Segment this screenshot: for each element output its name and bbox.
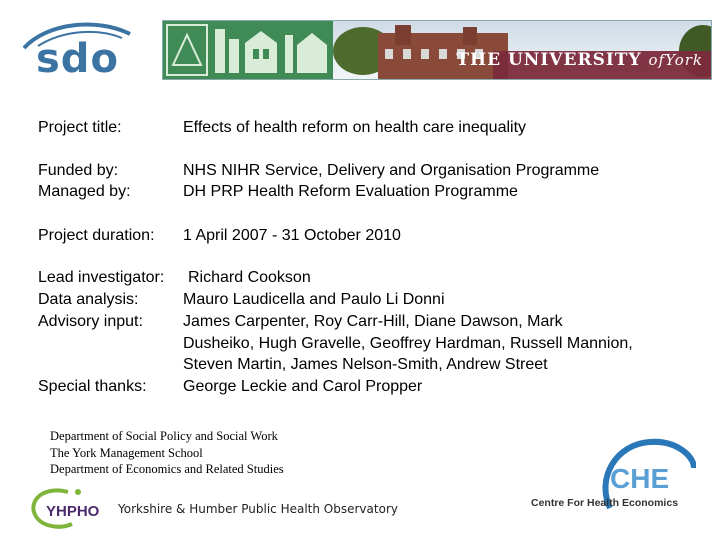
sdo-logo [18,16,138,86]
thanks-label: Special thanks: [38,378,147,395]
department-line: Department of Economics and Related Studies [50,462,284,476]
advisory-line: Dusheiko, Hugh Gravelle, Geoffrey Hardman, Russell Mannion, [183,335,633,352]
yhpho-swirl-icon [28,484,116,532]
yhpho-logo [28,484,116,532]
department-line: Department of Social Policy and Social Work [50,429,278,443]
che-caption: Centre For Health Economics [531,497,679,509]
advisory-label: Advisory input: [38,313,143,330]
duration-label: Project duration: [38,227,155,244]
department-line: The York Management School [50,446,203,460]
project-title-value: Effects of health reform on health care inequality [183,119,527,136]
funded-value: NHS NIHR Service, Delivery and Organisation Programme [183,162,600,179]
yhpho-logo-text: YHPHO [46,503,100,520]
yhpho-caption: Yorkshire & Humber Public Health Observatory [118,502,398,516]
managed-label: Managed by: [38,183,131,200]
university-of: of [648,51,666,69]
thanks-value: George Leckie and Carol Propper [183,378,423,395]
advisory-line: Steven Martin, James Nelson-Smith, Andrew Street [183,356,548,373]
managed-value: DH PRP Health Reform Evaluation Programme [183,183,518,200]
lead-label: Lead investigator: [38,269,165,286]
funded-label: Funded by: [38,162,119,179]
lead-value: Richard Cookson [188,269,311,286]
analysis-label: Data analysis: [38,291,139,308]
advisory-line: James Carpenter, Roy Carr-Hill, Diane Dawson, Mark [183,313,563,330]
university-banner [162,20,712,80]
analysis-value: Mauro Laudicella and Paulo Li Donni [183,291,445,308]
university-york: York [665,51,703,69]
university-prefix: THE UNIVERSITY [456,50,642,70]
sdo-logo-text: sdo [36,36,119,82]
che-logo-text: CHE [610,463,670,494]
project-title-label: Project title: [38,119,122,136]
duration-value: 1 April 2007 - 31 October 2010 [183,227,401,244]
university-name [456,50,703,70]
